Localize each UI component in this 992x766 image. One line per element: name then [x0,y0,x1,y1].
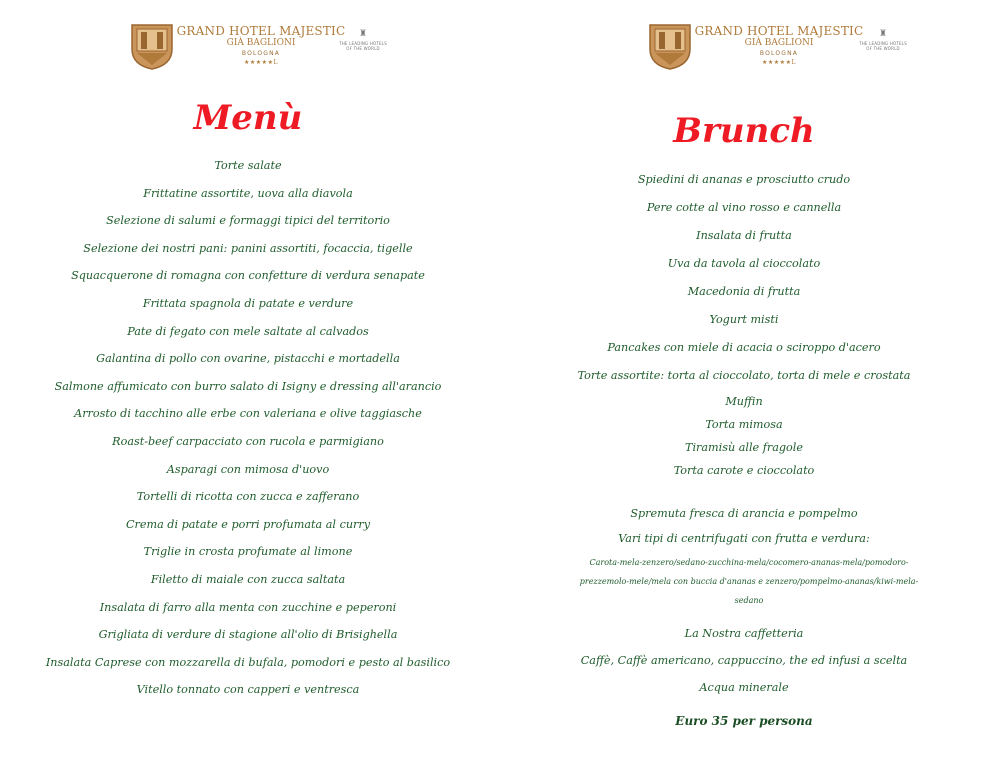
leading-hotels-icon: ♜ [878,29,888,39]
hotel-wordmark [694,25,864,66]
menu-item: Triglie in crosta profumate al limone [143,545,353,559]
menu-item: Asparagi con mimosa d'uovo [166,462,330,476]
hotel-stars: ★★★★★L [762,59,796,66]
juice-combinations [546,553,952,610]
menu-item: Filetto di maiale con zucca saltata [150,572,346,586]
juice-line: sedano [734,596,764,605]
menu-item: Roast-beef carpacciato con rucola e parmigiano [112,434,384,448]
brunch-item: Pancakes con miele di acacia o sciroppo d'acero [607,341,881,354]
hotel-crest-icon [128,19,176,71]
brunch-item: Vari tipi di centrifugati con frutta e verdura: [618,532,870,545]
brunch-item: Torte assortite: torta al cioccolato, torta di mele e crostata [577,369,911,382]
brunch-item: Pere cotte al vino rosso e cannella [646,201,842,214]
menu-item: Galantina di pollo con ovarine, pistacchi e mortadella [96,352,400,366]
hotel-header [496,15,992,85]
brunch-item: Insalata di frutta [696,229,792,242]
hotel-subname: GIÀ BAGLIONI [744,38,814,48]
brunch-page [496,0,992,766]
hotel-subname: GIÀ BAGLIONI [226,38,296,48]
brunch-items-list [496,166,992,390]
menu-item: Tortelli di ricotta con zucca e zafferano [136,490,360,504]
brunch-item: Caffè, Caffè americano, cappuccino, the ed infusi a scelta [580,654,908,667]
menu-item: Vitello tonnato con capperi e ventresca [136,683,360,697]
leading-hotels-icon: ♜ [358,29,368,39]
menu-item: Grigliata di verdure di stagione all'olio di Brisighella [98,628,398,642]
menu-item: Pate di fegato con mele saltate al calvados [127,324,369,338]
hotel-city: BOLOGNA [241,50,281,57]
menu-item: Insalata Caprese con mozzarella di bufala, pomodori e pesto al basilico [45,655,451,669]
juice-line: Carota-mela-zenzero/sedano-zucchina-mela/cocomero-ananas-mela/pomodoro- [589,558,909,567]
hotel-city: BOLOGNA [759,50,799,57]
leading-hotels-logo [336,27,390,51]
juice-line: prezzemolo-mele/mela con buccia d'ananas e zenzero/pompelmo-ananas/kiwi-mela- [579,577,919,586]
menu-item: Salmone affumicato con burro salato di Isigny e dressing all'arancio [54,379,442,393]
brunch-item: Acqua minerale [699,681,789,694]
menu-items-list [0,152,496,704]
brunch-item: La Nostra caffetteria [684,627,804,640]
hotel-name: GRAND HOTEL MAJESTIC [694,24,864,38]
brunch-item: Spremuta fresca di arancia e pompelmo [630,507,858,520]
menu-item: Selezione dei nostri pani: panini assortiti, focaccia, tigelle [83,241,413,255]
hotel-crest-icon [646,19,694,71]
hotel-name: GRAND HOTEL MAJESTIC [176,24,346,38]
brunch-coffee-list [496,620,992,701]
hotel-stars: ★★★★★L [244,59,278,66]
menu-item: Squacquerone di romagna con confetture di verdura senapate [71,269,425,283]
brunch-item: Muffin [725,395,763,408]
menu-item: Torte salate [214,159,282,172]
menu-item: Crema di patate e porri profumata al curry [125,517,371,531]
brunch-item: Spiedini di ananas e prosciutto crudo [637,173,851,186]
brunch-drinks-list [496,501,992,551]
leading-hotels-text: THE LEADING HOTELS OF THE WORLD [859,41,907,51]
menu-title: Menù [193,98,303,138]
brunch-item: Macedonia di frutta [687,285,801,298]
brunch-item: Uva da tavola al cioccolato [667,257,821,270]
brunch-item: Tiramisù alle fragole [684,441,803,454]
hotel-wordmark [176,25,346,66]
menu-item: Insalata di farro alla menta con zucchine e peperoni [99,600,397,614]
menu-item: Selezione di salumi e formaggi tipici del territorio [106,214,390,228]
leading-hotels-logo [856,27,910,51]
leading-hotels-text: THE LEADING HOTELS OF THE WORLD [339,41,387,51]
brunch-title: Brunch [673,111,815,151]
brunch-item: Torta mimosa [705,418,783,431]
menu-item: Arrosto di tacchino alle erbe con valeriana e olive taggiasche [74,407,422,421]
menu-item: Frittatine assortite, uova alla diavola [143,186,353,200]
brunch-item: Yogurt misti [709,313,779,326]
brunch-item: Torta carote e cioccolato [673,464,815,477]
brunch-desserts-list [496,390,992,482]
hotel-header [0,15,496,85]
menu-item: Frittata spagnola di patate e verdure [142,296,354,310]
brunch-price: Euro 35 per persona [675,714,813,728]
